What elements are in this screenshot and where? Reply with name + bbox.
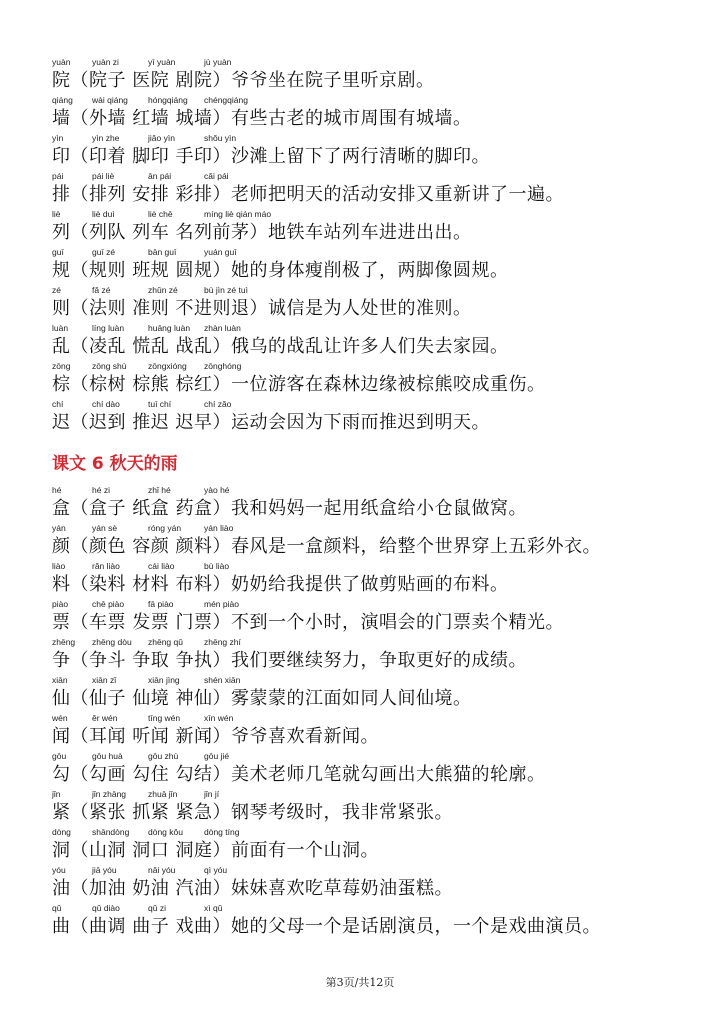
- vocab-entry: [52, 398, 692, 436]
- page-number: 第3页/共12页: [325, 976, 395, 989]
- pinyin-word: yuán guī: [204, 247, 237, 257]
- pinyin-word: yán sè: [92, 523, 118, 533]
- pinyin-word: tuī chí: [148, 399, 172, 409]
- pinyin-word: liè chē: [148, 209, 173, 219]
- vocab-entry: [52, 902, 692, 940]
- vocab-sentence: 料（染料 材料 布料）奶奶给我提供了做剪贴画的布料。: [52, 574, 509, 595]
- pinyin-word: rǎn liào: [92, 561, 120, 571]
- pinyin-word: guī zé: [92, 247, 116, 257]
- pinyin-word: qǔ zi: [148, 903, 166, 913]
- pinyin-word: dòng kǒu: [148, 827, 183, 837]
- pinyin-row: [52, 398, 692, 410]
- pinyin-word: xīn wén: [204, 713, 234, 723]
- pinyin-word: zōnghóng: [204, 361, 242, 371]
- pinyin-word: dòng tíng: [204, 827, 240, 837]
- pinyin-head: yóu: [52, 865, 66, 875]
- pinyin-word: zhàn luàn: [204, 323, 241, 333]
- pinyin-row: [52, 522, 692, 534]
- pinyin-word: qǔ diào: [92, 903, 120, 913]
- vocab-sentence: 则（法则 准则 不进则退）诚信是为人处世的准则。: [52, 298, 472, 319]
- pinyin-word: zhǔn zé: [148, 285, 178, 295]
- pinyin-word: gōu huà: [92, 751, 123, 761]
- pinyin-word: gōu zhù: [148, 751, 179, 761]
- vocab-entry: [52, 560, 692, 598]
- pinyin-row: [52, 674, 692, 686]
- vocab-entry: [52, 208, 692, 246]
- pinyin-word: xiān zǐ: [92, 675, 117, 685]
- vocab-sentence: 乱（凌乱 慌乱 战乱）俄乌的战乱让许多人们失去家园。: [52, 336, 509, 357]
- vocab-entry: [52, 360, 692, 398]
- pinyin-word: xì qǔ: [204, 903, 223, 913]
- pinyin-row: [52, 560, 692, 572]
- pinyin-word: shén xiān: [204, 675, 241, 685]
- pinyin-head: qǔ: [52, 903, 62, 913]
- pinyin-word: chí zǎo: [204, 399, 232, 409]
- pinyin-word: líng luàn: [92, 323, 125, 333]
- pinyin-word: yī yuàn: [148, 57, 176, 67]
- pinyin-word: yìn zhe: [92, 133, 120, 143]
- pinyin-head: wén: [52, 713, 68, 723]
- pinyin-word: cái liào: [148, 561, 175, 571]
- vocab-sentence: 列（列队 列车 名列前茅）地铁车站列车进进出出。: [52, 222, 472, 243]
- pinyin-word: xiān jìng: [148, 675, 180, 685]
- pinyin-word: jù yuàn: [204, 57, 232, 67]
- pinyin-word: nǎi yóu: [148, 865, 176, 875]
- pinyin-word: jiǎo yìn: [148, 133, 175, 143]
- pinyin-word: jǐn zhāng: [92, 789, 127, 799]
- vocab-sentence: 院（院子 医院 剧院）爷爷坐在院子里听京剧。: [52, 70, 435, 91]
- pinyin-word: huāng luàn: [148, 323, 191, 333]
- pinyin-word: qì yóu: [204, 865, 228, 875]
- pinyin-row: [52, 788, 692, 800]
- vocab-entry: [52, 750, 692, 788]
- pinyin-row: [52, 208, 692, 220]
- pinyin-word: chē piào: [92, 599, 125, 609]
- pinyin-head: zōng: [52, 361, 71, 371]
- character-list-section-1: [52, 56, 692, 436]
- pinyin-word: tīng wén: [148, 713, 181, 723]
- pinyin-row: [52, 902, 692, 914]
- pinyin-row: [52, 360, 692, 372]
- pinyin-word: yuàn zi: [92, 57, 119, 67]
- pinyin-head: qiáng: [52, 95, 73, 105]
- pinyin-word: zhēng dòu: [92, 637, 132, 647]
- pinyin-word: shāndòng: [92, 827, 130, 837]
- pinyin-head: pái: [52, 171, 64, 181]
- pinyin-row: [52, 712, 692, 724]
- vocab-sentence: 棕（棕树 棕熊 棕红）一位游客在森林边缘被棕熊咬成重伤。: [52, 374, 546, 395]
- vocab-sentence: 争（争斗 争取 争执）我们要继续努力，争取更好的成绩。: [52, 650, 527, 671]
- vocab-sentence: 仙（仙子 仙境 神仙）雾蒙蒙的江面如同人间仙境。: [52, 688, 472, 709]
- pinyin-word: jǐn jí: [204, 789, 220, 799]
- vocab-sentence: 墙（外墙 红墙 城墙）有些古老的城市周围有城墙。: [52, 108, 472, 129]
- pinyin-word: pái liè: [92, 171, 115, 181]
- vocab-sentence: 迟（迟到 推迟 迟早）运动会因为下雨而推迟到明天。: [52, 412, 490, 433]
- pinyin-head: liào: [52, 561, 66, 571]
- pinyin-head: zé: [52, 285, 61, 295]
- vocab-entry: [52, 484, 692, 522]
- pinyin-word: fǎ zé: [92, 285, 111, 295]
- vocab-sentence: 印（印着 脚印 手印）沙滩上留下了两行清晰的脚印。: [52, 146, 490, 167]
- pinyin-word: ān pái: [148, 171, 172, 181]
- pinyin-row: [52, 864, 692, 876]
- pinyin-word: cǎi pái: [204, 171, 229, 181]
- vocab-sentence: 排（排列 安排 彩排）老师把明天的活动安排又重新讲了一遍。: [52, 184, 564, 205]
- pinyin-word: zhēng qǔ: [148, 637, 183, 647]
- vocab-entry: [52, 246, 692, 284]
- pinyin-head: piào: [52, 599, 69, 609]
- pinyin-row: [52, 484, 692, 496]
- vocab-entry: [52, 826, 692, 864]
- pinyin-head: liè: [52, 209, 61, 219]
- vocab-entry: [52, 712, 692, 750]
- pinyin-word: yán liào: [204, 523, 234, 533]
- vocab-entry: [52, 56, 692, 94]
- pinyin-row: [52, 284, 692, 296]
- pinyin-head: gōu: [52, 751, 67, 761]
- pinyin-word: zōngxióng: [148, 361, 187, 371]
- pinyin-word: hé zi: [92, 485, 110, 495]
- character-list-section-2: [52, 484, 692, 940]
- pinyin-word: zhēng zhí: [204, 637, 241, 647]
- pinyin-row: [52, 322, 692, 334]
- lesson-title: 课文 6 秋天的雨: [52, 454, 178, 474]
- pinyin-word: shǒu yìn: [204, 133, 237, 143]
- pinyin-row: [52, 170, 692, 182]
- pinyin-word: chí dào: [92, 399, 120, 409]
- vocab-sentence: 洞（山洞 洞口 洞庭）前面有一个山洞。: [52, 840, 379, 861]
- pinyin-word: zhǐ hé: [148, 485, 171, 495]
- pinyin-word: bān guī: [148, 247, 177, 257]
- pinyin-word: gōu jié: [204, 751, 230, 761]
- vocab-sentence: 勾（勾画 勾住 勾结）美术老师几笔就勾画出大熊猫的轮廓。: [52, 764, 546, 785]
- pinyin-row: [52, 750, 692, 762]
- vocab-entry: [52, 94, 692, 132]
- vocab-entry: [52, 522, 692, 560]
- pinyin-word: míng liè qián máo: [204, 209, 272, 219]
- pinyin-head: luàn: [52, 323, 69, 333]
- vocab-entry: [52, 284, 692, 322]
- pinyin-head: jǐn: [52, 789, 61, 799]
- vocab-sentence: 规（规则 班规 圆规）她的身体瘦削极了，两脚像圆规。: [52, 260, 509, 281]
- pinyin-word: ěr wén: [92, 713, 118, 723]
- pinyin-head: hé: [52, 485, 62, 495]
- vocab-sentence: 曲（曲调 曲子 戏曲）她的父母一个是话剧演员，一个是戏曲演员。: [52, 916, 601, 937]
- vocab-entry: [52, 322, 692, 360]
- pinyin-word: wài qiáng: [92, 95, 128, 105]
- pinyin-word: jiā yóu: [92, 865, 117, 875]
- pinyin-row: [52, 56, 692, 68]
- vocab-sentence: 闻（耳闻 听闻 新闻）爷爷喜欢看新闻。: [52, 726, 379, 747]
- pinyin-head: yuàn: [52, 57, 71, 67]
- vocab-sentence: 票（车票 发票 门票）不到一个小时，演唱会的门票卖个精光。: [52, 612, 564, 633]
- vocab-entry: [52, 864, 692, 902]
- pinyin-word: yào hé: [204, 485, 230, 495]
- vocab-entry: [52, 132, 692, 170]
- document-body: [52, 56, 692, 940]
- pinyin-word: bù liào: [204, 561, 230, 571]
- pinyin-word: zhuā jǐn: [148, 789, 178, 799]
- pinyin-row: [52, 94, 692, 106]
- pinyin-head: guī: [52, 247, 64, 257]
- pinyin-row: [52, 598, 692, 610]
- vocab-entry: [52, 636, 692, 674]
- pinyin-head: yìn: [52, 133, 64, 143]
- pinyin-head: chí: [52, 399, 64, 409]
- pinyin-word: liè duì: [92, 209, 115, 219]
- vocab-entry: [52, 674, 692, 712]
- pinyin-head: dòng: [52, 827, 71, 837]
- pinyin-word: mén piào: [204, 599, 239, 609]
- vocab-entry: [52, 170, 692, 208]
- pinyin-word: róng yán: [148, 523, 182, 533]
- pinyin-head: xiān: [52, 675, 68, 685]
- vocab-sentence: 颜（颜色 容颜 颜料）春风是一盒颜料，给整个世界穿上五彩外衣。: [52, 536, 601, 557]
- vocab-entry: [52, 598, 692, 636]
- pinyin-word: hóngqiáng: [148, 95, 188, 105]
- pinyin-head: zhēng: [52, 637, 76, 647]
- pinyin-row: [52, 132, 692, 144]
- pinyin-word: zōng shù: [92, 361, 127, 371]
- pinyin-row: [52, 826, 692, 838]
- vocab-sentence: 紧（紧张 抓紧 紧急）钢琴考级时，我非常紧张。: [52, 802, 453, 823]
- pinyin-word: chéngqiáng: [204, 95, 248, 105]
- vocab-sentence: 油（加油 奶油 汽油）妹妹喜欢吃草莓奶油蛋糕。: [52, 878, 453, 899]
- pinyin-head: yán: [52, 523, 66, 533]
- pinyin-row: [52, 246, 692, 258]
- pinyin-row: [52, 636, 692, 648]
- pinyin-word: bù jìn zé tuì: [204, 285, 248, 295]
- pinyin-word: fā piào: [148, 599, 174, 609]
- vocab-entry: [52, 788, 692, 826]
- vocab-sentence: 盒（盒子 纸盒 药盒）我和妈妈一起用纸盒给小仓鼠做窝。: [52, 498, 527, 519]
